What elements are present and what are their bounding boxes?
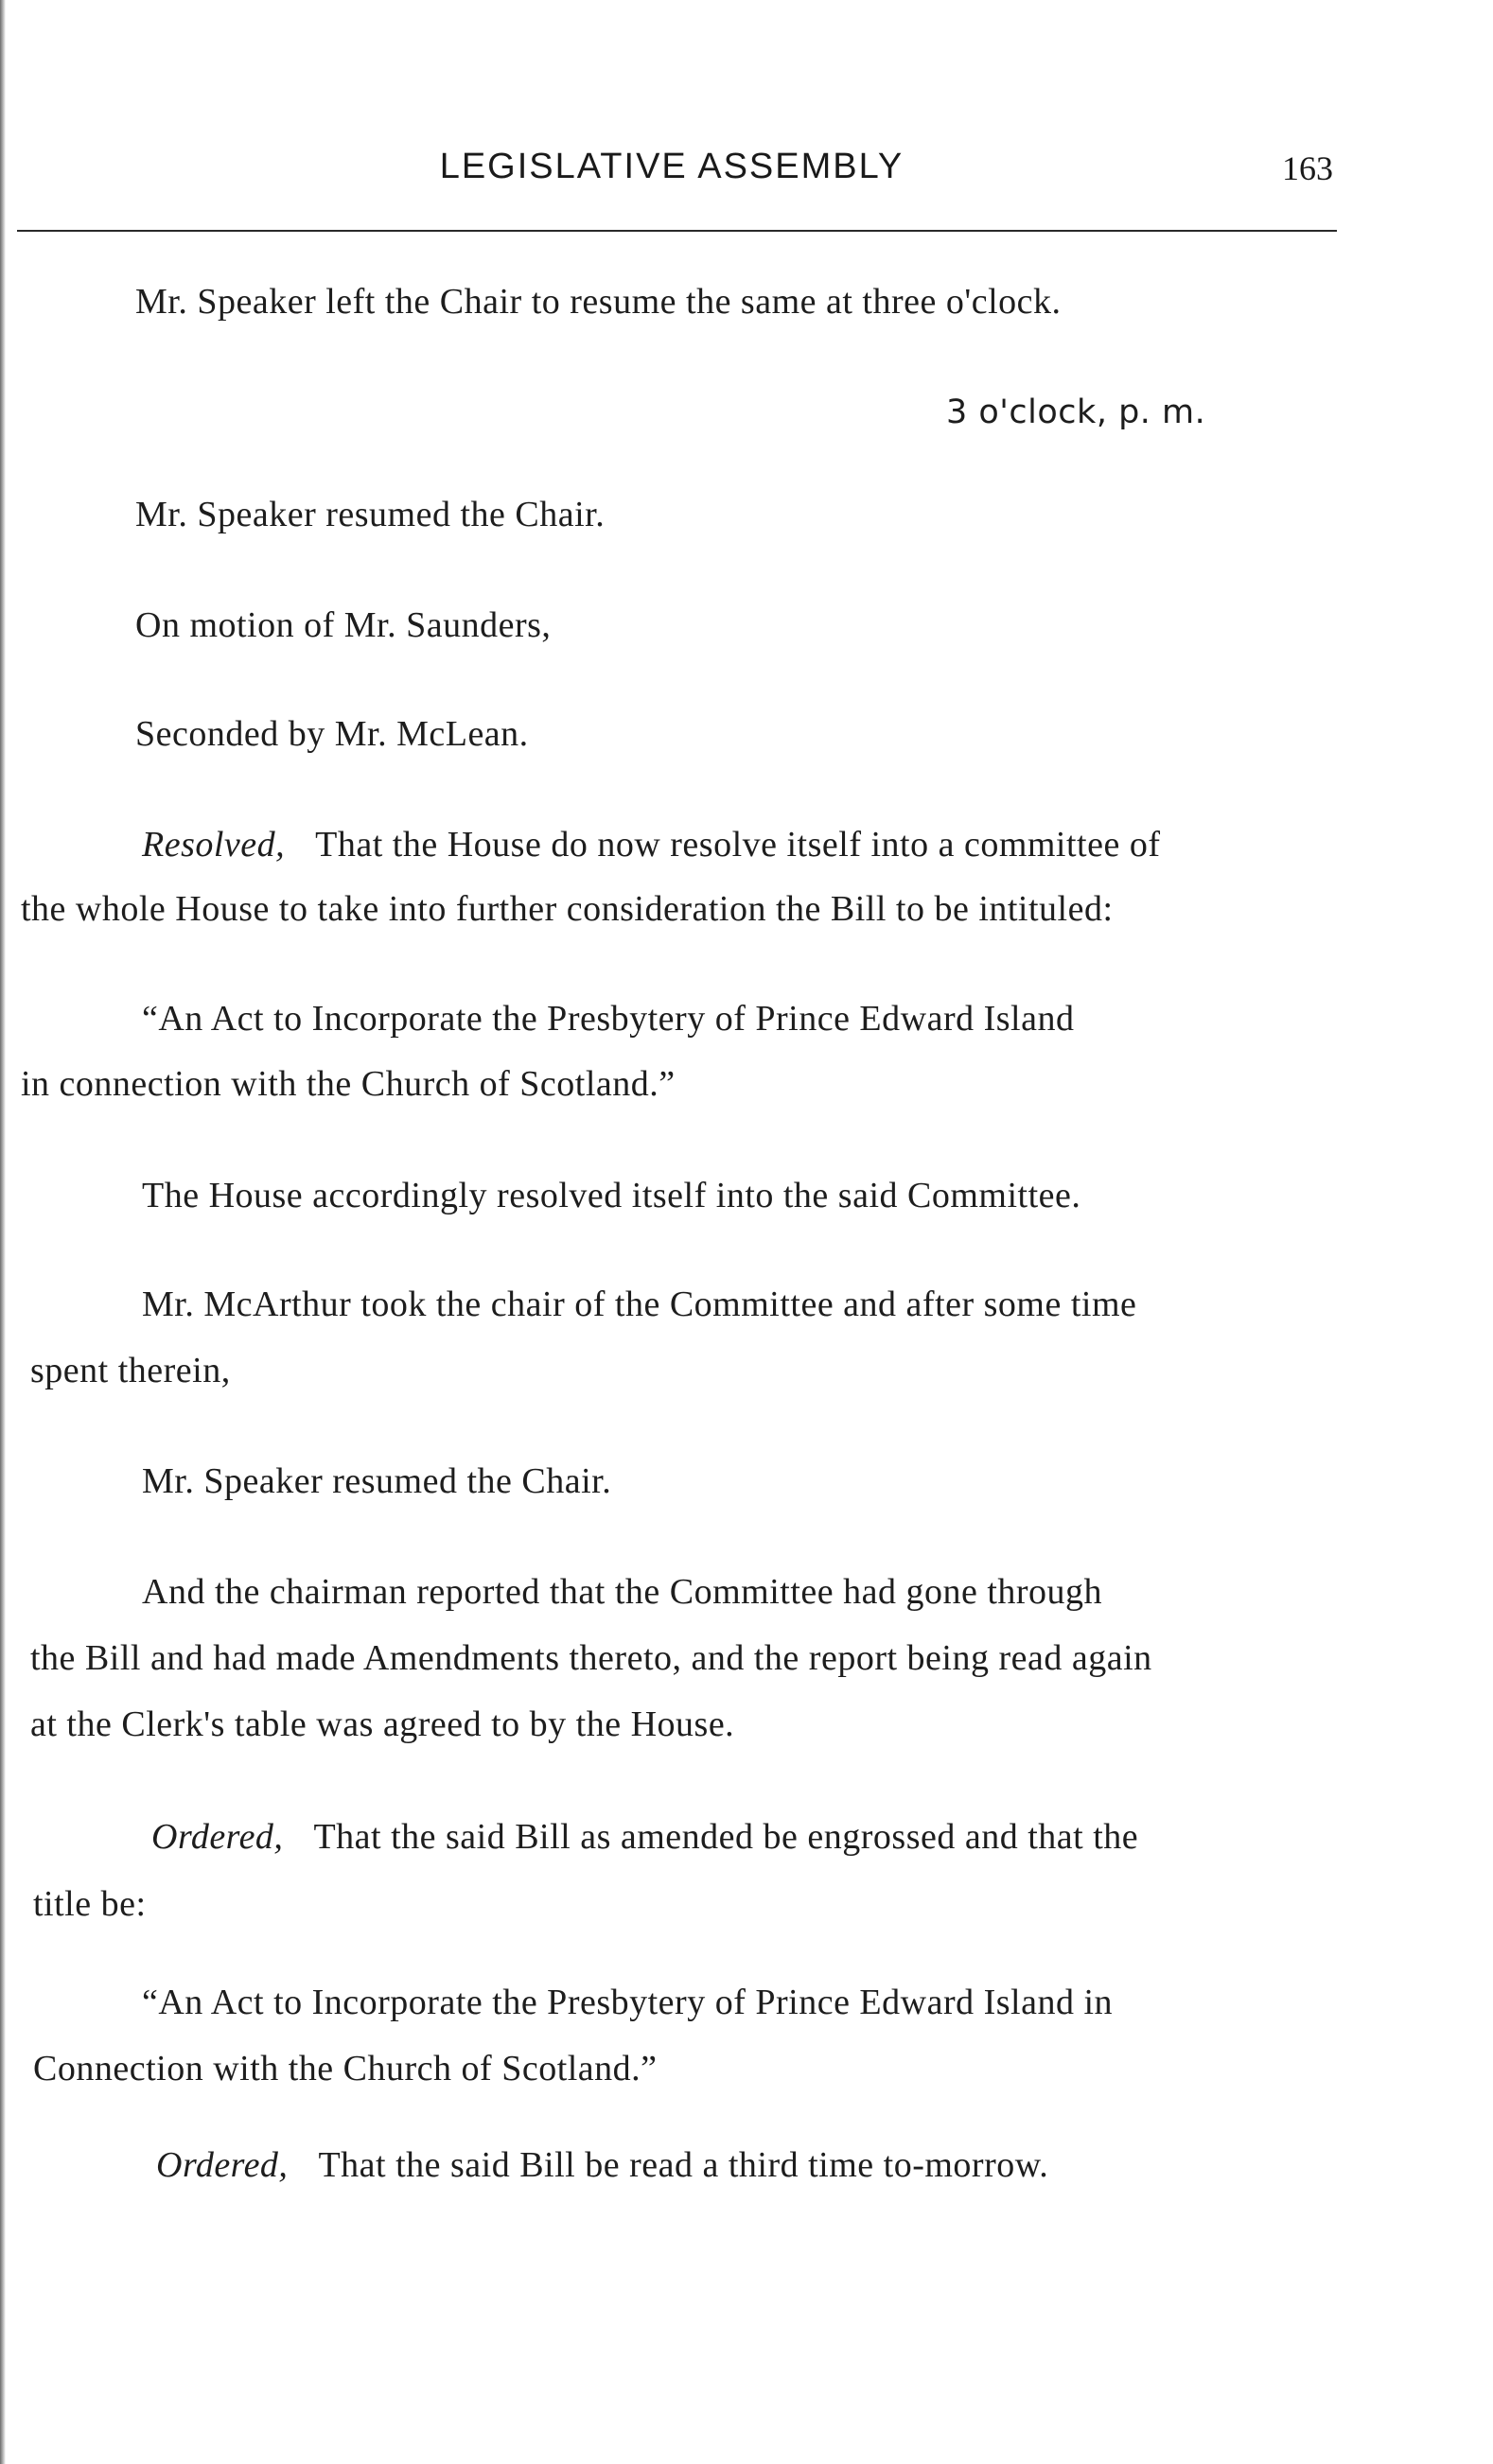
ordered-line-2: title be: [33,1884,147,1924]
resolved-label: Resolved, [142,825,286,865]
paragraph-house-resolved: The House accordingly resolved itself into the said Committee. [142,1176,1081,1215]
report-line-3: at the Clerk's table was agreed to by the House. [30,1704,735,1744]
bill-title-line-1: “An Act to Incorporate the Presbytery of Prince Edward Island [142,999,1075,1039]
report-line-2: the Bill and had made Amendments thereto, and the report being read again [30,1638,1152,1678]
paragraph-speaker-left: Mr. Speaker left the Chair to resume the same at three o'clock. [135,282,1062,322]
ordered-line-1 [151,1819,1138,1855]
resolved-line-1 [142,827,1161,863]
ordered-label-2: Ordered, [156,2145,289,2185]
resolved-line-2: the whole House to take into further consideration the Bill to be intituled: [21,889,1114,929]
time-marker-text: 3 o'clock, p. m. [946,393,1206,431]
paragraph-speaker-resumed-2: Mr. Speaker resumed the Chair. [142,1461,612,1501]
report-line-1: And the chairman reported that the Committee had gone through [142,1572,1103,1612]
header-rule [17,230,1337,232]
page-number: 163 [1282,149,1333,187]
running-header-title: LEGISLATIVE ASSEMBLY [439,147,905,186]
mcarthur-line-2: spent therein, [30,1351,231,1390]
mcarthur-line-1: Mr. McArthur took the chair of the Committee and after some time [142,1284,1137,1324]
ordered-label: Ordered, [151,1817,284,1857]
paragraph-motion: On motion of Mr. Saunders, [135,605,552,645]
ordered-text-1: That the said Bill as amended be engrossed and that the [313,1817,1139,1857]
page-edge-shadow [0,0,6,2464]
third-reading-text: That the said Bill be read a third time to-morrow. [318,2145,1049,2185]
paragraph-seconded: Seconded by Mr. McLean. [135,714,529,754]
resolved-text-1: That the House do now resolve itself into a committee of [315,825,1161,865]
final-title-line-2: Connection with the Church of Scotland.” [33,2049,658,2088]
paragraph-speaker-resumed: Mr. Speaker resumed the Chair. [135,495,606,534]
time-marker [946,393,1205,429]
bill-title-line-2: in connection with the Church of Scotland.” [21,1064,676,1104]
final-title-line-1: “An Act to Incorporate the Presbytery of Prince Edward Island in [142,1983,1114,2022]
third-reading-line [156,2147,1048,2183]
